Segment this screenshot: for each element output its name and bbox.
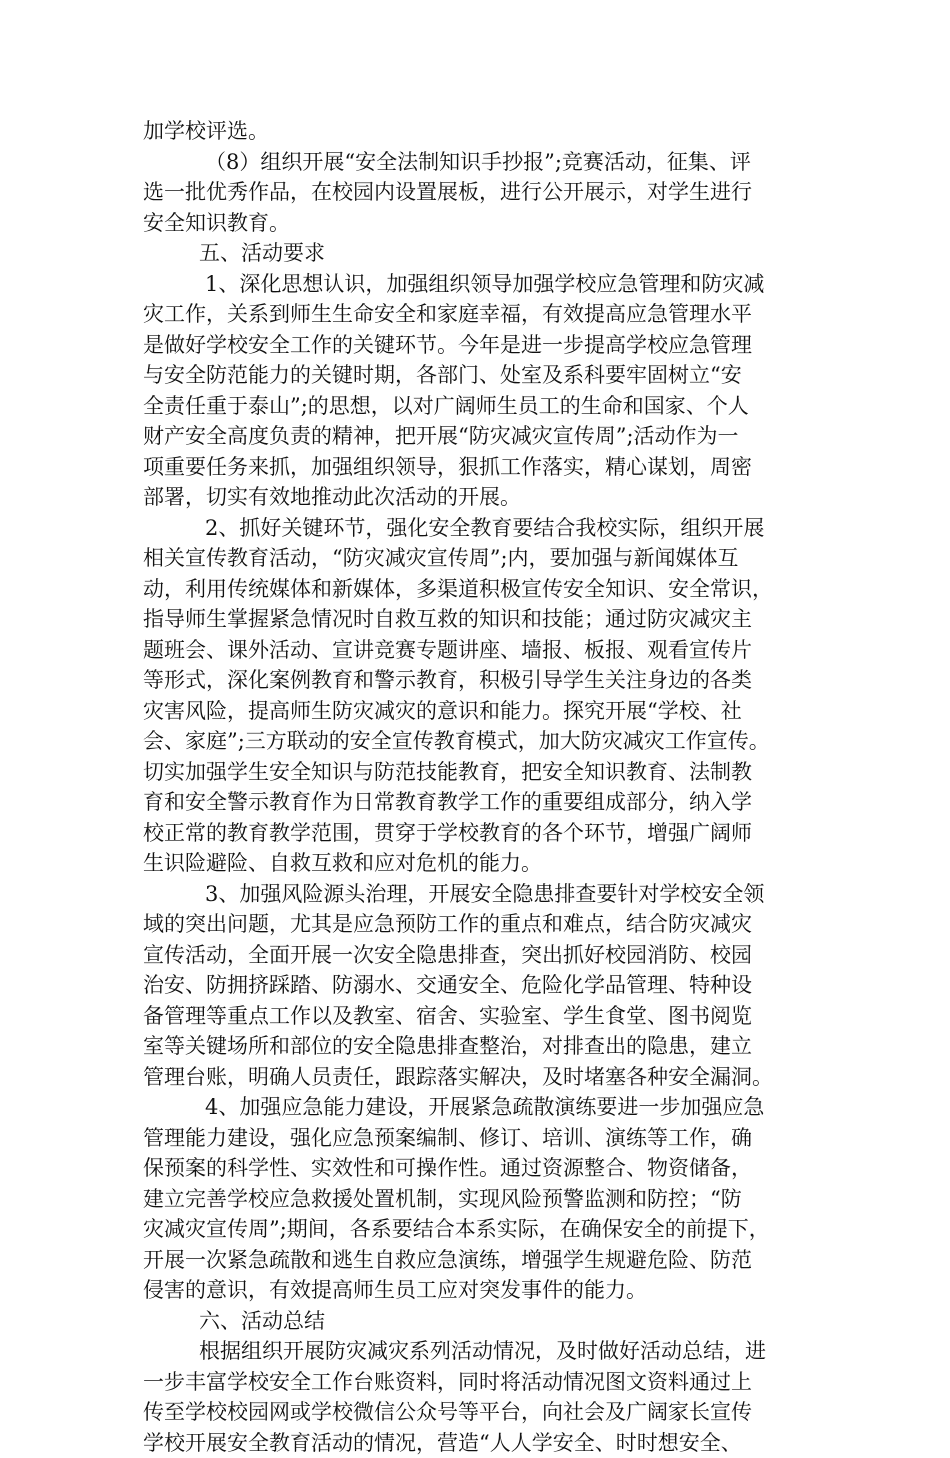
text-line: （8）组织开展“安全法制知识手抄报”;竞赛活动，征集、评: [143, 147, 823, 178]
text-line: 项重要任务来抓，加强组织领导，狠抓工作落实，精心谋划，周密: [143, 452, 823, 483]
text-line: 治安、防拥挤踩踏、防溺水、交通安全、危险化学品管理、特种设: [143, 970, 823, 1001]
text-line: 侵害的意识，有效提高师生员工应对突发事件的能力。: [143, 1275, 823, 1306]
text-line: 加学校评选。: [143, 116, 823, 147]
text-line: 室等关键场所和部位的安全隐患排查整治，对排查出的隐患，建立: [143, 1031, 823, 1062]
text-line: 根据组织开展防灾减灾系列活动情况，及时做好活动总结，进: [143, 1336, 823, 1367]
text-line: 等形式，深化案例教育和警示教育，积极引导学生关注身边的各类: [143, 665, 823, 696]
text-line: 财产安全高度负责的精神，把开展“防灾减灾宣传周”;活动作为一: [143, 421, 823, 452]
text-line: 选一批优秀作品，在校园内设置展板，进行公开展示，对学生进行: [143, 177, 823, 208]
text-line: 备管理等重点工作以及教室、宿舍、实验室、学生食堂、图书阅览: [143, 1001, 823, 1032]
text-line: 灾工作，关系到师生生命安全和家庭幸福，有效提高应急管理水平: [143, 299, 823, 330]
text-line: 灾减灾宣传周”;期间，各系要结合本系实际，在确保安全的前提下，: [143, 1214, 823, 1245]
text-line: 全责任重于泰山”;的思想，以对广阔师生员工的生命和国家、个人: [143, 391, 823, 422]
text-line: 1、深化思想认识，加强组织领导加强学校应急管理和防灾减: [143, 269, 823, 300]
text-line: 传至学校校园网或学校微信公众号等平台，向社会及广阔家长宣传: [143, 1397, 823, 1428]
text-line: 开展一次紧急疏散和逃生自救应急演练，增强学生规避危险、防范: [143, 1245, 823, 1276]
text-line: 4、加强应急能力建设，开展紧急疏散演练要进一步加强应急: [143, 1092, 823, 1123]
text-line: 域的突出问题，尤其是应急预防工作的重点和难点，结合防灾减灾: [143, 909, 823, 940]
text-line: 一步丰富学校安全工作台账资料，同时将活动情况图文资料通过上: [143, 1367, 823, 1398]
document-body: [143, 116, 823, 1458]
text-line: 育和安全警示教育作为日常教育教学工作的重要组成部分，纳入学: [143, 787, 823, 818]
text-line: 题班会、课外活动、宣讲竞赛专题讲座、墙报、板报、观看宣传片: [143, 635, 823, 666]
text-line: 校正常的教育教学范围，贯穿于学校教育的各个环节，增强广阔师: [143, 818, 823, 849]
text-line: 管理能力建设，强化应急预案编制、修订、培训、演练等工作，确: [143, 1123, 823, 1154]
text-line: 灾害风险，提高师生防灾减灾的意识和能力。探究开展“学校、社: [143, 696, 823, 727]
text-line: 六、活动总结: [143, 1306, 823, 1337]
text-line: 指导师生掌握紧急情况时自救互救的知识和技能；通过防灾减灾主: [143, 604, 823, 635]
text-line: 动，利用传统媒体和新媒体，多渠道积极宣传安全知识、安全常识，: [143, 574, 823, 605]
text-line: 相关宣传教育活动，“防灾减灾宣传周”;内，要加强与新闻媒体互: [143, 543, 823, 574]
text-line: 管理台账，明确人员责任，跟踪落实解决，及时堵塞各种安全漏洞。: [143, 1062, 823, 1093]
text-line: 是做好学校安全工作的关键环节。今年是进一步提高学校应急管理: [143, 330, 823, 361]
text-line: 切实加强学生安全知识与防范技能教育，把安全知识教育、法制教: [143, 757, 823, 788]
text-line: 2、抓好关键环节，强化安全教育要结合我校实际，组织开展: [143, 513, 823, 544]
text-line: 与安全防范能力的关键时期，各部门、处室及系科要牢固树立“安: [143, 360, 823, 391]
text-line: 学校开展安全教育活动的情况，营造“人人学安全、时时想安全、: [143, 1428, 823, 1458]
text-line: 3、加强风险源头治理，开展安全隐患排查要针对学校安全领: [143, 879, 823, 910]
text-line: 安全知识教育。: [143, 208, 823, 239]
text-line: 五、活动要求: [143, 238, 823, 269]
text-line: 会、家庭”;三方联动的安全宣传教育模式，加大防灾减灾工作宣传。: [143, 726, 823, 757]
text-line: 建立完善学校应急救援处置机制，实现风险预警监测和防控；“防: [143, 1184, 823, 1215]
text-line: 宣传活动，全面开展一次安全隐患排查，突出抓好校园消防、校园: [143, 940, 823, 971]
text-line: 部署，切实有效地推动此次活动的开展。: [143, 482, 823, 513]
text-line: 生识险避险、自救互救和应对危机的能力。: [143, 848, 823, 879]
text-line: 保预案的科学性、实效性和可操作性。通过资源整合、物资储备，: [143, 1153, 823, 1184]
